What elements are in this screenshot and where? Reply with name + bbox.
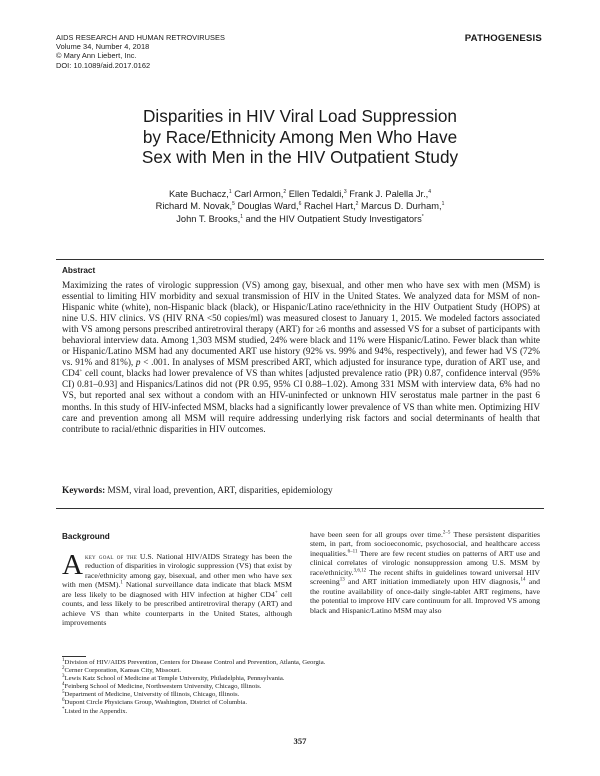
abstract-text: < .001. In analyses of MSM prescribed ART, which adjusted for insurance type, duration of ART use, and CD4	[62, 358, 540, 380]
author-affiliation-mark: *	[421, 213, 424, 220]
footnote-text: Feinberg School of Medicine, Northwestern University, Chicago, Illinois.	[64, 683, 262, 691]
author-line	[56, 200, 544, 212]
journal-name: AIDS RESEARCH AND HUMAN RETROVIRUSES	[56, 33, 225, 42]
footnote-mark: 3	[62, 673, 65, 679]
author-name: Marcus D. Durham,	[358, 201, 442, 212]
background-heading: Background	[62, 532, 110, 541]
footnote-text: Lewis Katz School of Medicine at Temple University, Philadelphia, Pennsylvania.	[64, 675, 285, 683]
journal-doi: DOI: 10.1089/aid.2017.0162	[56, 60, 151, 70]
footnote-text: Dupont Circle Physicians Group, Washington, District of Columbia.	[64, 699, 247, 707]
author-affiliation-mark: 1	[228, 188, 232, 195]
body-text: U.S. National HIV/AIDS Strategy has been the reduction of disparities in virologic suppression (VS) that exist by race/ethnicity among gay, bisexual, and other men who have sex with men (MSM).	[62, 552, 292, 590]
author-name: John T. Brooks,	[176, 213, 241, 224]
drop-cap: A	[62, 549, 83, 581]
reference-mark: 14	[520, 577, 526, 583]
p-value-symbol: p	[135, 358, 141, 369]
footnote-text: Cerner Corporation, Kansas City, Missouri.	[64, 667, 181, 675]
footnote-text: Listed in the Appendix.	[64, 707, 128, 715]
author-affiliation-mark: 3	[343, 188, 347, 195]
abstract-body	[62, 281, 540, 436]
reference-mark: 6–11	[347, 549, 358, 555]
footnote-mark: 6	[62, 698, 65, 704]
abstract-text: Maximizing the rates of virologic suppression (VS) among gay, bisexual, and other men who have sex with men (MSM) is essential to limiting HIV morbidity and sexual transmission of HIV in the United States. We analyzed data for MSM of non-Hispanic white (white), non-Hispanic black (black), or Hispanic/Latino race/ethnicity in the HIV Outpatient Study (HOPS) at nine U.S. HIV clinics. VS (HIV RNA <50 copies/ml) was measured closest to January 1, 2015. We modeled factors associated with VS among persons prescribed antiretroviral therapy (ART) for ≥6 months and assessed VS for a subset of participants with behavioral interview data. Among 1,303 MSM studied, 24% were black and 11% were Hispanic/Latino. Fewer black than white or Hispanic/Latino MSM had any documented ART use history (92% vs. 99% and 94%, respectively), and fewer had VS (72% vs. 91% and 81%),	[62, 281, 540, 369]
body-text: There are few recent studies on patterns of ART use and clinical correlates of virologic nonsuppression among U.S. MSM by race/ethnicity.	[310, 548, 540, 577]
footnote-mark: 4	[62, 682, 65, 688]
footnote-mark: 1	[62, 657, 65, 663]
reference-mark: 13	[339, 577, 345, 583]
body-column-right	[310, 530, 540, 615]
abstract-heading: Abstract	[62, 266, 96, 275]
author-affiliation-mark: 1	[240, 213, 243, 220]
body-text: National surveillance data indicate that black MSM are less likely to be diagnosed with HIV infection at higher CD4	[62, 580, 293, 599]
author-name: Douglas Ward,	[234, 201, 299, 212]
footnote-text: Department of Medicine, University of Illinois, Chicago, Illinois.	[64, 691, 240, 699]
journal-volume: Volume 34, Number 4, 2018	[56, 42, 150, 52]
author-affiliation-mark: 6	[298, 201, 302, 208]
body-text: cell counts, and less likely to be prescribed antiretroviral therapy (ART) and achieve VS than white counterparts in the United States, although improvements	[62, 589, 292, 628]
article-title	[56, 106, 544, 168]
section-label: PATHOGENESIS	[464, 33, 542, 44]
footnote-rule	[62, 656, 86, 657]
cd4-superscript: +	[274, 590, 278, 596]
author-affiliation-mark: 2	[283, 188, 287, 195]
page-number: 357	[293, 736, 307, 746]
author-affiliation-mark: 5	[232, 201, 235, 208]
author-name: Kate Buchacz,	[168, 189, 229, 199]
abstract-top-rule	[56, 259, 544, 260]
abstract-bottom-rule	[56, 508, 544, 509]
body-text: The recent shifts in guidelines toward universal HIV screening	[310, 567, 540, 587]
cd4-superscript: +	[79, 369, 83, 375]
author-name: Ellen Tedaldi,	[286, 189, 344, 199]
title-line: Sex with Men in the HIV Outpatient Study	[141, 147, 459, 167]
footnote-text: Division of HIV/AIDS Prevention, Centers for Disease Control and Prevention, Atlanta, Georgia.	[64, 659, 326, 666]
keywords	[62, 486, 540, 497]
author-list	[56, 188, 544, 225]
affiliation-footnotes	[62, 659, 325, 716]
reference-mark: 1	[120, 580, 123, 586]
body-column-left	[62, 549, 293, 628]
author-name: and the HIV Outpatient Study Investigators	[242, 213, 422, 224]
footnote-mark: *	[62, 706, 65, 712]
author-name: Frank J. Palella Jr.,	[346, 189, 429, 199]
footnote	[62, 659, 325, 667]
author-name: Carl Armon,	[231, 189, 284, 199]
reference-mark: 3,6,12	[353, 568, 367, 574]
footnote	[62, 708, 325, 716]
title-line: by Race/Ethnicity Among Men Who Have	[142, 126, 458, 147]
journal-info	[56, 33, 225, 70]
reference-mark: 2–5	[442, 530, 451, 536]
footnote-mark: 5	[62, 690, 65, 696]
journal-copyright: © Mary Ann Liebert, Inc.	[56, 51, 137, 61]
body-text: and ART initiation immediately upon HIV diagnosis,	[344, 577, 521, 587]
keywords-label: Keywords:	[62, 486, 106, 496]
body-text: have been seen for all groups over time.	[310, 530, 443, 539]
author-affiliation-mark: 2	[355, 201, 359, 208]
author-affiliation-mark: 1	[441, 201, 445, 208]
author-name: Rachel Hart,	[301, 201, 356, 212]
footnote	[62, 699, 325, 707]
author-line	[56, 188, 544, 200]
keywords-text: MSM, viral load, prevention, ART, disparities, epidemiology	[105, 486, 333, 496]
footnote-mark: 2	[62, 665, 65, 671]
abstract-text: cell count, blacks had lower prevalence of VS than whites [adjusted prevalence ratio (PR) 0.87, confidence interval (95% CI) 0.81–0.93] and Hispanics/Latinos did not (PR 0.95, 95% CI 0.88–1.02). Among 331 MSM with interview data, 6% had no VS, but reported anal sex without a condom with an HIV-uninfected or unknown HIV serostatus male partner in the past 6 months. In this study of HIV-infected MSM, blacks had a significantly lower prevalence of VS than white men. Optimizing HIV care and prevention among all MSM will require addressing underlying risk factors and social determinants of health that contribute to racial/ethnic disparities in HIV outcomes.	[62, 369, 540, 435]
body-text: These persistent disparities stem, in part, from socioeconomic, psychosocial, and healthcare access inequalities.	[310, 530, 540, 558]
author-line	[56, 213, 544, 225]
author-name: Richard M. Novak,	[155, 201, 233, 212]
body-text: and the routine availability of once-daily single-tablet ART regimens, have the potential to improve HIV care continuum for all. Improved VS among black and Hispanic/Latino MSM may also	[310, 577, 540, 615]
footnote	[62, 667, 325, 675]
title-line: Disparities in HIV Viral Load Suppression	[143, 106, 457, 126]
author-affiliation-mark: 4	[428, 188, 432, 195]
lead-in-smallcaps: key goal of the	[84, 552, 137, 561]
